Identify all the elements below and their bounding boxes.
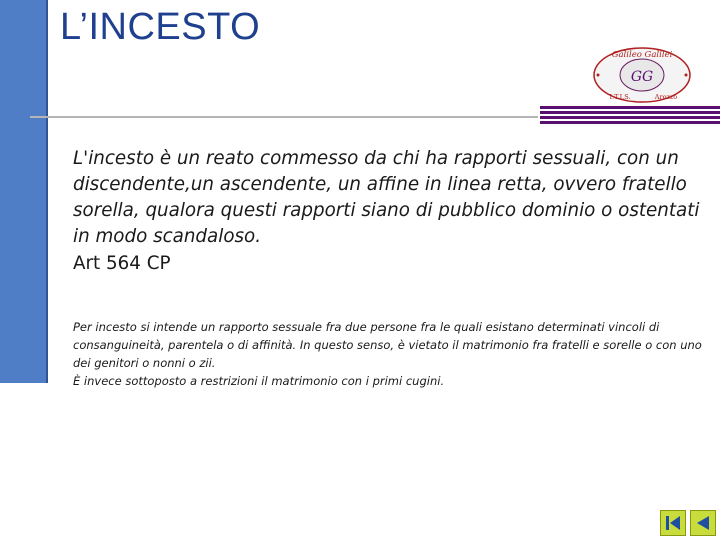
law-reference: Art 564 CP — [73, 253, 171, 274]
first-slide-button[interactable] — [660, 510, 686, 536]
first-slide-icon — [663, 513, 683, 533]
title-divider — [30, 116, 538, 118]
details-paragraph-2: È invece sottoposto a restrizioni il matrimonio con i primi cugini. — [73, 374, 445, 388]
prev-slide-icon — [693, 513, 713, 533]
slide-title: L’INCESTO — [60, 6, 261, 48]
logo-top-text: Galileo Galilei — [611, 50, 673, 60]
slide-navigation — [660, 510, 716, 538]
definition-sentence: L'incesto è un reato commesso da chi ha rapporti sessuali, con un discendente,un ascendente, un affine in linea retta, ovvero fratello sorella, qualora questi rapporti siano di pubblico dominio o ostentati in modo scandaloso. — [73, 148, 700, 247]
details-block — [73, 318, 703, 390]
decorative-stripes — [540, 106, 720, 128]
logo-monogram: GG — [630, 69, 654, 85]
school-logo — [590, 44, 694, 106]
main-definition — [73, 146, 703, 277]
left-accent-bar-edge — [46, 0, 48, 383]
left-accent-bar — [0, 0, 46, 383]
details-paragraph: Per incesto si intende un rapporto sessuale fra due persone fra le quali esistano determinati vincoli di consanguineità, parentela o di affinità. In questo senso, è vietato il matrimonio fra fratelli e sorelle o con uno dei genitori o nonni o zii. — [73, 320, 702, 370]
logo-bottom-left: I.T.I.S. — [609, 93, 631, 101]
prev-slide-button[interactable] — [690, 510, 716, 536]
logo-bottom-right: Arezzo — [654, 93, 678, 101]
